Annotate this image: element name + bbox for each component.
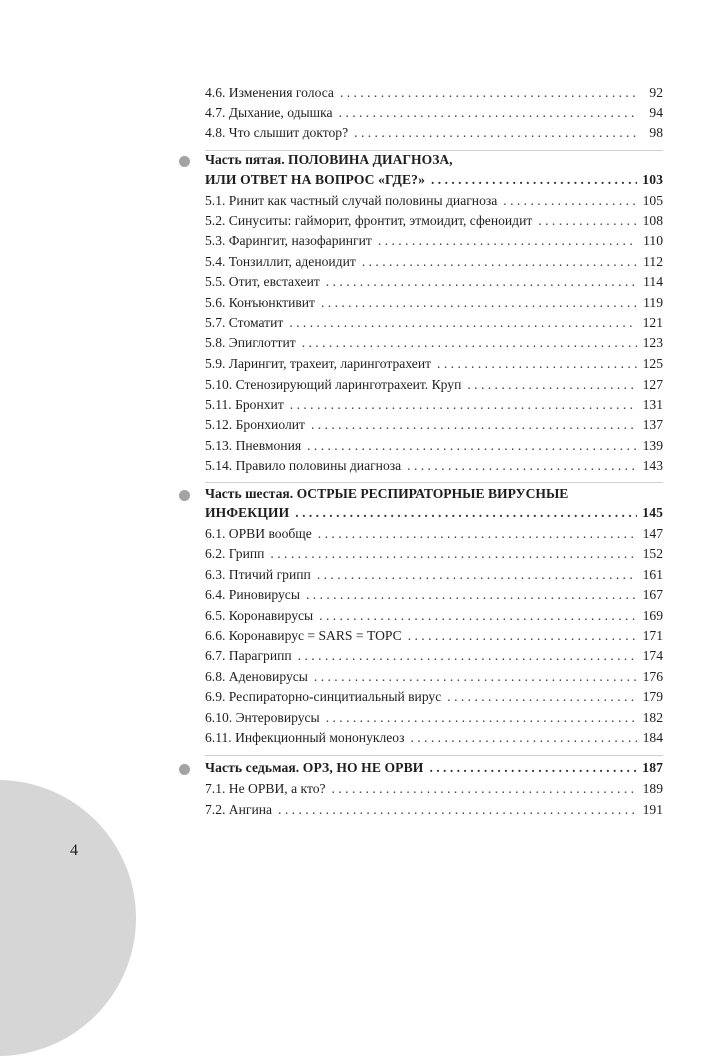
toc-entry[interactable] (205, 587, 663, 606)
toc-entry-title: 7.1. Не ОРВИ, а кто? (205, 781, 326, 796)
part5-heading[interactable] (205, 172, 663, 191)
toc-entry-title: 5.1. Ринит как частный случай половины диагноза (205, 193, 498, 208)
toc-entry-page: 167 (642, 587, 663, 602)
dot-leader (431, 172, 637, 188)
part-bullet-icon (179, 156, 190, 167)
toc-entry[interactable] (205, 335, 663, 354)
toc-entry-page: 121 (642, 315, 663, 330)
toc-entry[interactable] (205, 648, 663, 667)
dot-leader (437, 356, 637, 372)
dot-leader (538, 213, 637, 229)
part5-title-line2: ИЛИ ОТВЕТ НА ВОПРОС «ГДЕ?» (205, 172, 425, 187)
toc-entry-page: 119 (643, 295, 663, 310)
part7-heading[interactable] (205, 760, 663, 779)
dot-leader (306, 587, 637, 603)
toc-entry-title: 7.2. Ангина (205, 802, 273, 817)
toc-entry-title: 5.2. Синуситы: гайморит, фронтит, этмоидит, сфеноидит (205, 213, 533, 228)
toc-entry[interactable] (205, 356, 663, 375)
toc-entry-title: 5.3. Фарингит, назофарингит (205, 233, 372, 248)
toc-entry-title: 5.9. Ларингит, трахеит, ларинготрахеит (205, 356, 432, 371)
toc-entry-page: 169 (642, 608, 663, 623)
toc-entry[interactable] (205, 125, 663, 144)
toc-entry-title: 5.5. Отит, евстахеит (205, 274, 320, 289)
divider (205, 755, 663, 756)
toc-entry-page: 123 (642, 335, 663, 350)
toc-entry-page: 137 (642, 417, 663, 432)
dot-leader (326, 710, 637, 726)
toc-entry[interactable] (205, 689, 663, 708)
toc-entry-title: 6.10. Энтеровирусы (205, 710, 320, 725)
toc-entry-title: 4.6. Изменения голоса (205, 85, 334, 100)
toc-entry-title: 4.8. Что слышит доктор? (205, 125, 349, 140)
toc-entry-title: 5.10. Стенозирующий ларинготрахеит. Круп (205, 377, 462, 392)
toc-entry-page: 147 (642, 526, 663, 541)
toc-entry-page: 179 (642, 689, 663, 704)
toc-entry-title: 5.4. Тонзиллит, аденоидит (205, 254, 356, 269)
dot-leader (429, 760, 637, 776)
toc-entry[interactable] (205, 233, 663, 252)
divider (205, 150, 663, 151)
toc-entry-title: 6.4. Риновирусы (205, 587, 300, 602)
part6-title-line1[interactable]: Часть шестая. ОСТРЫЕ РЕСПИРАТОРНЫЕ ВИРУСНЫЕ (205, 486, 569, 501)
dot-leader (410, 730, 637, 746)
toc-entry-title: 6.6. Коронавирус = SARS = ТОРС (205, 628, 402, 643)
toc-entry-page: 152 (642, 546, 663, 561)
toc-entry[interactable] (205, 397, 663, 416)
toc-entry-page: 92 (649, 85, 663, 100)
part-bullet-icon (179, 764, 190, 775)
part5-page: 103 (642, 172, 663, 187)
toc-entry-page: 182 (642, 710, 663, 725)
toc-entry-page: 112 (643, 254, 663, 269)
toc-entry[interactable] (205, 377, 663, 396)
toc-entry-page: 98 (649, 125, 663, 140)
dot-leader (467, 377, 637, 393)
toc-entry-page: 139 (642, 438, 663, 453)
toc-entry-page: 176 (642, 669, 663, 684)
part5-title-line1[interactable]: Часть пятая. ПОЛОВИНА ДИАГНОЗА, (205, 152, 453, 167)
toc-entry-page: 94 (649, 105, 663, 120)
divider (205, 482, 663, 483)
dot-leader (408, 628, 637, 644)
dot-leader (407, 458, 637, 474)
toc-entry-page: 131 (642, 397, 663, 412)
toc-entry[interactable] (205, 193, 663, 212)
dot-leader (298, 648, 637, 664)
dot-leader (289, 315, 637, 331)
toc-entry[interactable] (205, 526, 663, 545)
toc-entry-page: 189 (642, 781, 663, 796)
dot-leader (317, 567, 637, 583)
dot-leader (326, 274, 637, 290)
toc-entry[interactable] (205, 295, 663, 314)
toc-entry-page: 125 (642, 356, 663, 371)
dot-leader (340, 85, 637, 101)
toc-entry-page: 143 (642, 458, 663, 473)
dot-leader (302, 335, 637, 351)
toc-entry[interactable] (205, 628, 663, 647)
dot-leader (447, 689, 637, 705)
toc-entry-page: 191 (642, 802, 663, 817)
toc-entry-page: 105 (642, 193, 663, 208)
toc-entry-title: 6.2. Грипп (205, 546, 265, 561)
dot-leader (321, 295, 637, 311)
dot-leader (270, 546, 637, 562)
dot-leader (503, 193, 637, 209)
dot-leader (318, 526, 637, 542)
part6-title-line2: ИНФЕКЦИИ (205, 505, 290, 520)
dot-leader (314, 669, 637, 685)
dot-leader (354, 125, 637, 141)
page-number: 4 (70, 842, 78, 859)
toc-entry[interactable] (205, 274, 663, 293)
toc-entry-title: 6.7. Парагрипп (205, 648, 292, 663)
toc-entry-page: 171 (642, 628, 663, 643)
toc-entry[interactable] (205, 608, 663, 627)
toc-entry-title: 5.14. Правило половины диагноза (205, 458, 402, 473)
dot-leader (332, 781, 637, 797)
toc-entry-title: 6.3. Птичий грипп (205, 567, 311, 582)
toc-entry-title: 4.7. Дыхание, одышка (205, 105, 333, 120)
toc-entry-title: 5.11. Бронхит (205, 397, 284, 412)
toc-entry-page: 110 (643, 233, 663, 248)
toc-entry[interactable] (205, 458, 663, 477)
part6-page: 145 (642, 505, 663, 520)
dot-leader (319, 608, 637, 624)
toc-entry[interactable] (205, 85, 663, 104)
toc-entry-page: 184 (642, 730, 663, 745)
dot-leader (290, 397, 637, 413)
toc-entry[interactable] (205, 802, 663, 821)
part7-page: 187 (642, 760, 663, 775)
toc-entry-title: 6.1. ОРВИ вообще (205, 526, 312, 541)
toc-entry-title: 6.8. Аденовирусы (205, 669, 308, 684)
toc-entry-title: 5.12. Бронхиолит (205, 417, 305, 432)
toc-entry-title: 5.7. Стоматит (205, 315, 284, 330)
toc-entry-title: 6.5. Коронавирусы (205, 608, 314, 623)
toc-entry-title: 5.13. Пневмония (205, 438, 302, 453)
dot-leader (378, 233, 637, 249)
toc-entry-page: 127 (642, 377, 663, 392)
toc-entry[interactable] (205, 213, 663, 232)
dot-leader (339, 105, 637, 121)
toc-entry[interactable] (205, 669, 663, 688)
toc-entry-title: 5.8. Эпиглоттит (205, 335, 296, 350)
toc-entry[interactable] (205, 254, 663, 273)
dot-leader (278, 802, 637, 818)
toc-entry[interactable] (205, 730, 663, 749)
dot-leader (307, 438, 637, 454)
toc-entry[interactable] (205, 105, 663, 124)
toc-entry-title: 6.11. Инфекционный мононуклеоз (205, 730, 405, 745)
toc-entry-page: 108 (642, 213, 663, 228)
toc-entry-page: 114 (643, 274, 663, 289)
toc-entry[interactable] (205, 710, 663, 729)
toc-entry[interactable] (205, 781, 663, 800)
toc-entry-page: 174 (642, 648, 663, 663)
toc-entry[interactable] (205, 438, 663, 457)
dot-leader (362, 254, 637, 270)
toc-entry[interactable] (205, 567, 663, 586)
toc-entry[interactable] (205, 417, 663, 436)
toc-entry[interactable] (205, 546, 663, 565)
part7-title-line1: Часть седьмая. ОРЗ, НО НЕ ОРВИ (205, 760, 424, 775)
dot-leader (295, 505, 637, 521)
part6-heading[interactable] (205, 505, 663, 524)
toc-entry-title: 5.6. Конъюнктивит (205, 295, 315, 310)
toc-entry-page: 161 (642, 567, 663, 582)
part-bullet-icon (179, 490, 190, 501)
toc-entry-title: 6.9. Респираторно-синцитиальный вирус (205, 689, 442, 704)
dot-leader (311, 417, 637, 433)
toc-entry[interactable] (205, 315, 663, 334)
